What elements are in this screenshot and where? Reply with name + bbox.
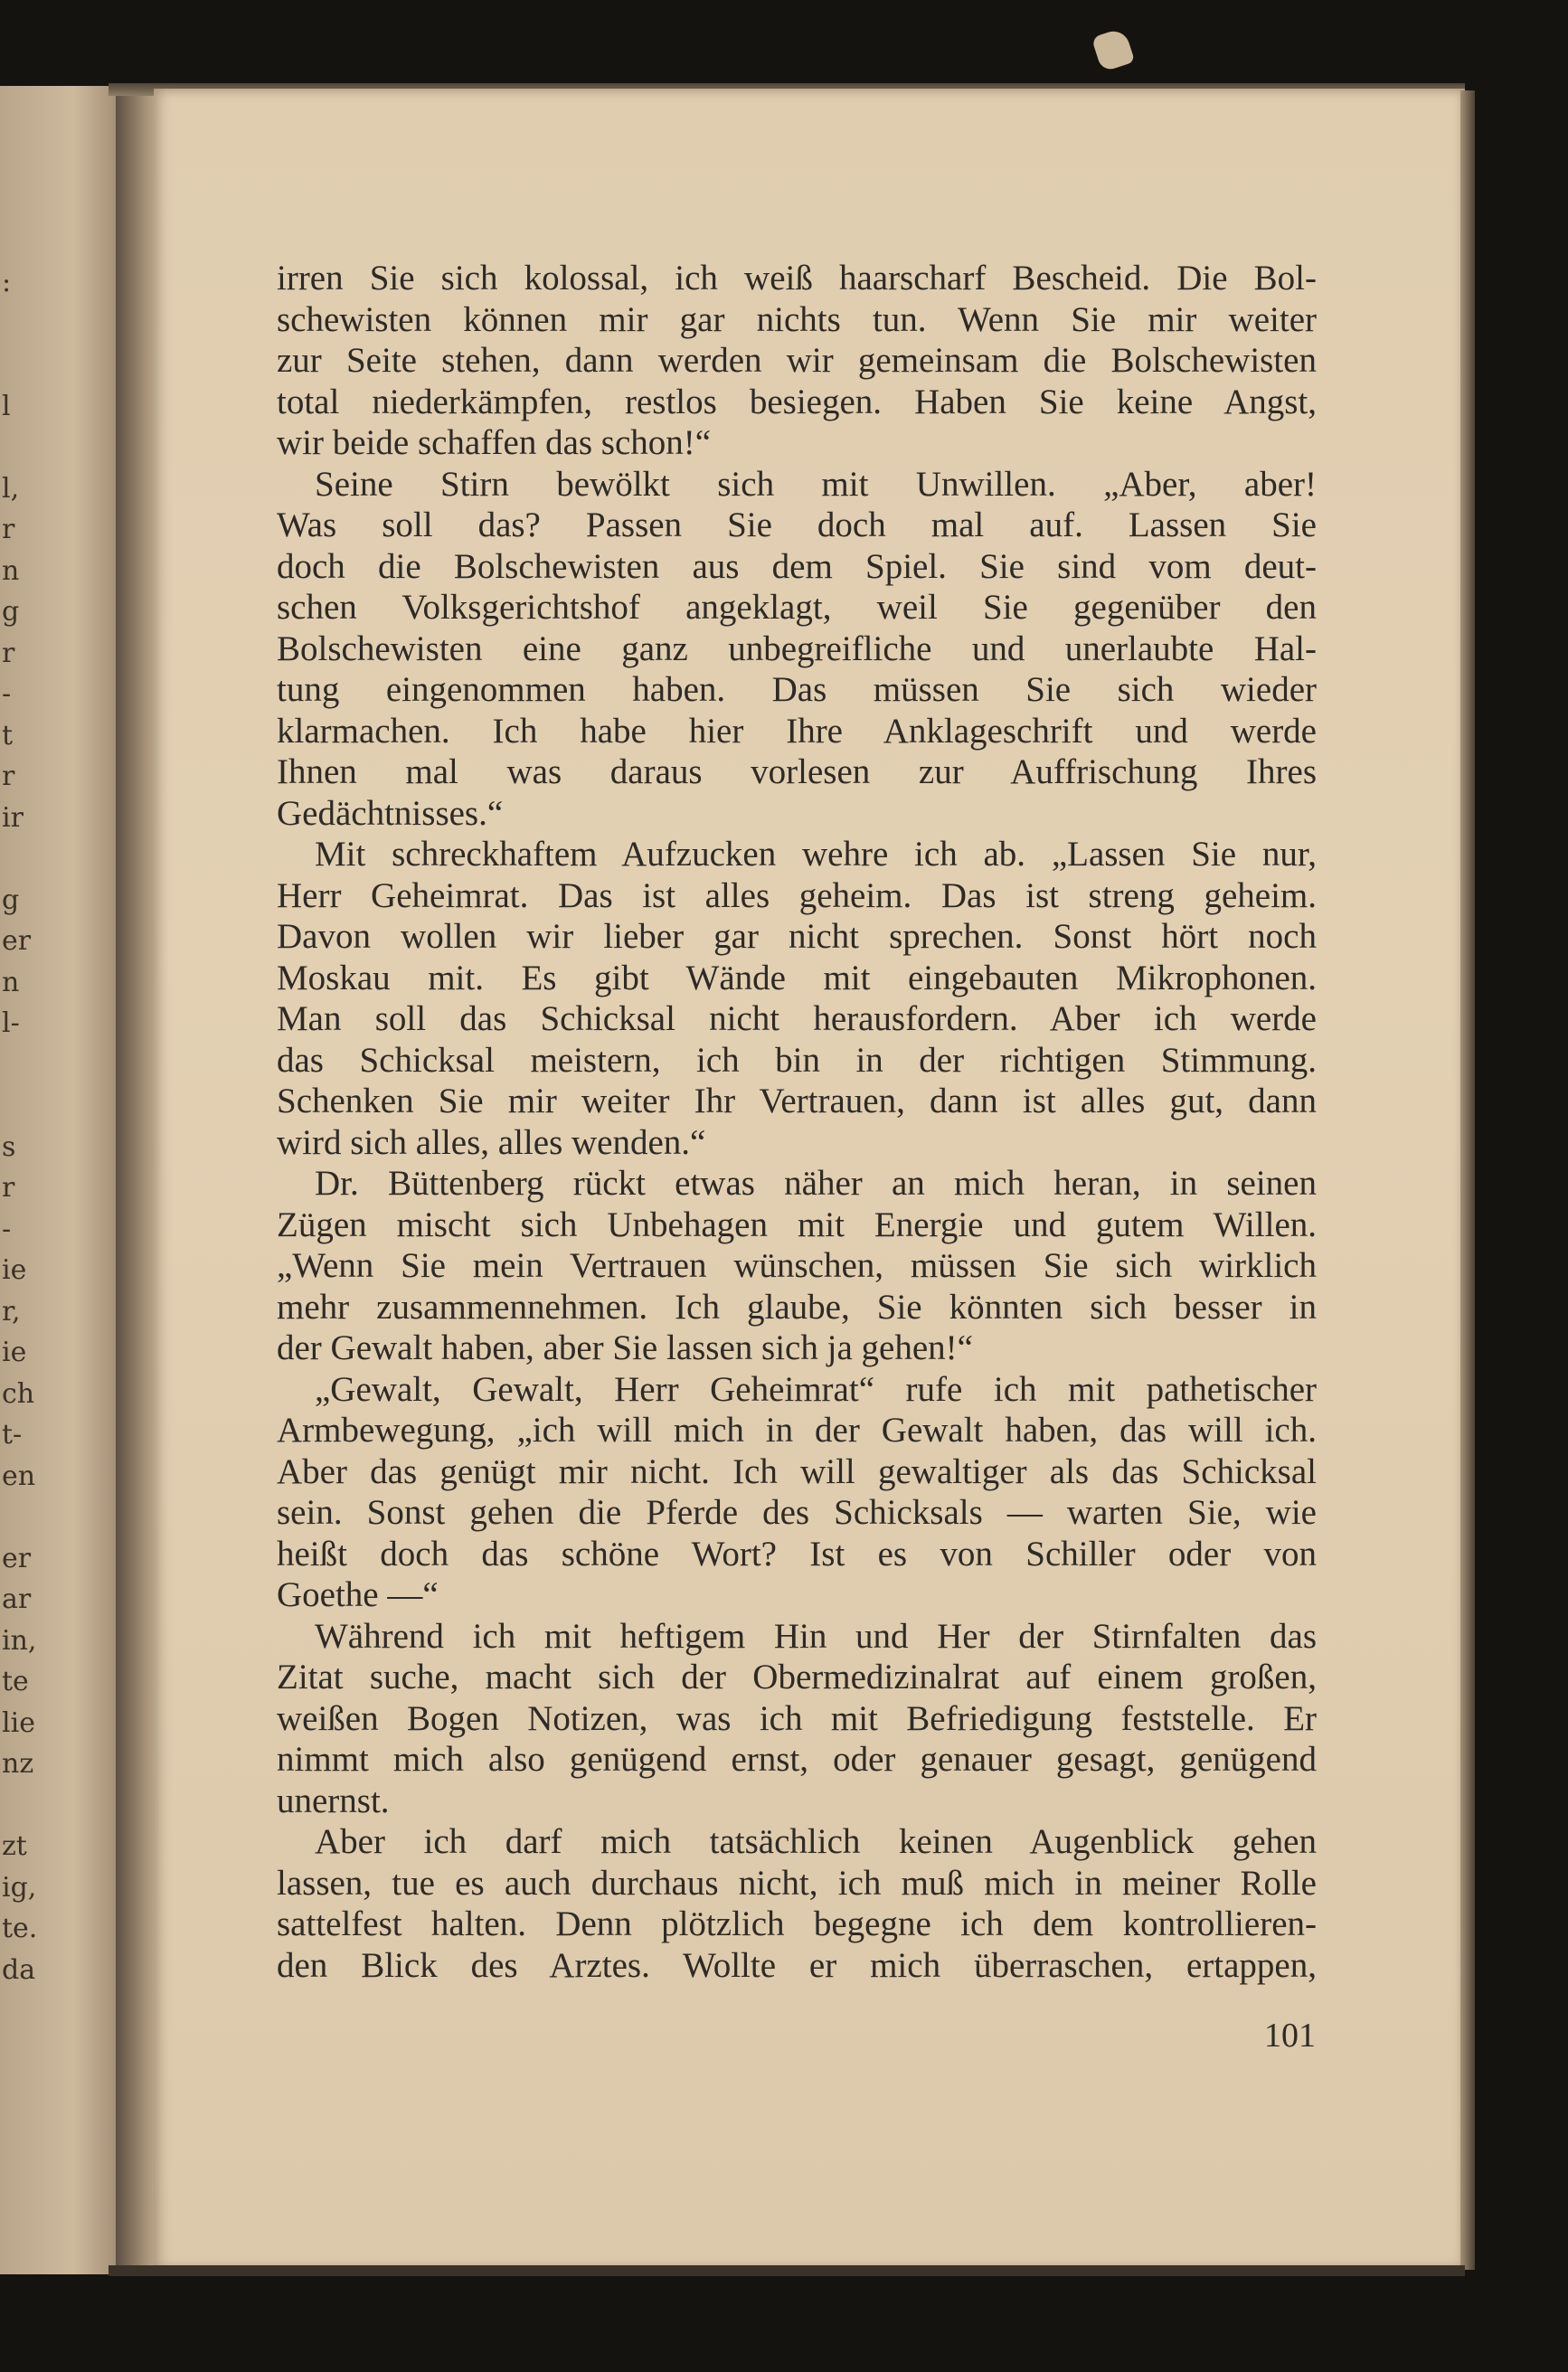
text-line: Während ich mit heftigem Hin und Her der Stirnfalten das (315, 1616, 1317, 1656)
text-line: Moskau mit. Es gibt Wände mit eingebauten Mikrophonen. (277, 958, 1317, 997)
text-line: zur Seite stehen, dann werden wir gemeinsam die Bolschewisten (277, 341, 1317, 380)
left-page-fragment: te. (2, 1913, 38, 1944)
left-page-fragment: er (2, 1542, 32, 1574)
text-line: Zitat suche, macht sich der Obermedizinalrat auf einem großen, (277, 1658, 1317, 1696)
page-number: 101 (1264, 2017, 1316, 2055)
left-page-fragment: nz (2, 1748, 34, 1780)
left-page-fragment: lie (2, 1706, 35, 1739)
left-page-fragment: : (2, 267, 12, 298)
text-line: Aber das genügt mir nicht. Ich will gewaltiger als das Schicksal (277, 1451, 1317, 1491)
page-right-edge (1460, 90, 1475, 2270)
left-page-fragment: er (2, 925, 32, 957)
left-page-fragment (2, 838, 29, 880)
text-line: Bolschewisten eine ganz unbegreifliche und unerlaubte Hal- (277, 628, 1317, 668)
text-line: Dr. Büttenberg rückt etwas näher an mich heran, in seinen (315, 1164, 1317, 1203)
text-line: Aber ich darf mich tatsächlich keinen Augenblick gehen (315, 1822, 1317, 1861)
text-line: sattelfest halten. Denn plötzlich begegne ich dem kontrollieren- (277, 1904, 1317, 1943)
left-page-fragment: l- (2, 1007, 20, 1039)
left-page-fragment: ie (2, 1337, 27, 1368)
left-page-fragment: ir (2, 801, 24, 834)
text-line: Zügen mischt sich Unbehagen mit Energie und gutem Willen. (277, 1205, 1317, 1244)
left-page-fragment: t (2, 719, 14, 751)
left-page-fragment: en (2, 1460, 36, 1492)
left-page-fragment: - (2, 678, 12, 710)
text-line: wird sich alles, alles wenden.“ (277, 1122, 706, 1162)
text-line: mehr zusammennehmen. Ich glaube, Sie könnten sich besser in (277, 1287, 1317, 1327)
page-bottom-edge (109, 2265, 1465, 2276)
left-page-fragment (2, 1785, 29, 1827)
text-line: heißt doch das schöne Wort? Ist es von Schiller oder von (277, 1534, 1317, 1573)
left-page-fragment: l (2, 390, 11, 422)
text-line: Seine Stirn bewölkt sich mit Unwillen. „Aber, aber! (315, 464, 1317, 504)
left-page-fragment: in, (2, 1624, 37, 1657)
left-page-fragment: g (2, 596, 20, 628)
left-page (0, 86, 134, 2274)
text-line: Herr Geheimrat. Das ist alles geheim. Das ist streng geheim. (277, 875, 1317, 915)
left-page-fragment: r (2, 761, 15, 792)
text-line: Mit schreckhaftem Aufzucken wehre ich ab. „Lassen Sie nur, (315, 835, 1317, 874)
left-page-fragment: r (2, 514, 15, 545)
left-page-fragment: ig, (2, 1871, 37, 1904)
text-line: Was soll das? Passen Sie doch mal auf. Lassen Sie (277, 506, 1317, 544)
text-line: Goethe —“ (277, 1575, 439, 1614)
text-line: irren Sie sich kolossal, ich weiß haarscharf Bescheid. Die Bol- (277, 259, 1317, 298)
text-line: „Wenn Sie mein Vertrauen wünschen, müssen Sie sich wirklich (277, 1246, 1317, 1285)
left-page-fragment: g (2, 884, 20, 916)
text-line: schewisten können mir gar nichts tun. Wenn Sie mir weiter (277, 299, 1317, 339)
left-page-fragment: n (2, 554, 20, 587)
page-body-text (277, 258, 1317, 1986)
text-line: weißen Bogen Notizen, was ich mit Befriedigung feststelle. Er (277, 1698, 1317, 1738)
text-line: schen Volksgerichtshof angeklagt, weil Sie gegenüber den (277, 588, 1317, 627)
text-line: klarmachen. Ich habe hier Ihre Anklageschrift und werde (277, 711, 1317, 751)
left-page-fragment (2, 427, 29, 468)
text-line: total niederkämpfen, restlos besiegen. Haben Sie keine Angst, (277, 382, 1317, 421)
text-line: wir beide schaffen das schon!“ (277, 423, 712, 462)
text-line: Ihnen mal was daraus vorlesen zur Auffrischung Ihres (277, 752, 1317, 791)
left-page-fragment (2, 304, 29, 345)
left-page-fragment: r (2, 637, 15, 669)
text-line: doch die Bolschewisten aus dem Spiel. Sie sind vom deut- (277, 546, 1317, 586)
left-page-fragment (2, 1085, 29, 1127)
left-page-fragment: zt (2, 1830, 27, 1862)
left-page-fragment (2, 1497, 29, 1538)
left-page-fragment: t- (2, 1419, 23, 1451)
text-line: Davon wollen wir lieber gar nicht sprechen. Sonst hört noch (277, 917, 1317, 956)
left-page-fragment: - (2, 1213, 12, 1245)
text-line: unernst. (277, 1781, 390, 1820)
text-line: Schenken Sie mir weiter Ihr Vertrauen, dann ist alles gut, dann (277, 1082, 1317, 1120)
left-page-fragment: da (2, 1953, 36, 1986)
left-page-fragment: s (2, 1130, 16, 1163)
left-page-fragment: te (2, 1666, 29, 1697)
left-page-fragment (2, 1044, 29, 1086)
left-page-fragment (2, 345, 29, 386)
text-line: Gedächtnisses.“ (277, 793, 504, 833)
left-page-fragment: n (2, 966, 20, 998)
text-line: der Gewalt haben, aber Sie lassen sich ja gehen!“ (277, 1328, 973, 1367)
left-page-fragment: l, (2, 472, 20, 505)
text-line: das Schicksal meistern, ich bin in der richtigen Stimmung. (277, 1040, 1317, 1080)
paper-tear-mark (1091, 27, 1136, 72)
text-line: nimmt mich also genügend ernst, oder genauer gesagt, genügend (277, 1740, 1317, 1779)
left-page-fragment: ch (2, 1377, 35, 1410)
text-line: Armbewegung, „ich will mich in der Gewalt haben, das will ich. (277, 1411, 1317, 1450)
text-line: sein. Sonst gehen die Pferde des Schicksals — warten Sie, wie (277, 1493, 1317, 1532)
text-line: „Gewalt, Gewalt, Herr Geheimrat“ rufe ich mit pathetischer (315, 1369, 1317, 1409)
left-page-fragment: r (2, 1172, 15, 1204)
left-page-fragment: r, (2, 1295, 21, 1328)
text-line: Man soll das Schicksal nicht herausfordern. Aber ich werde (277, 999, 1317, 1038)
left-page-text-fragments (2, 262, 38, 1990)
text-line: den Blick des Arztes. Wollte er mich überraschen, ertappen, (277, 1945, 1317, 1985)
left-page-fragment: ar (2, 1583, 32, 1615)
text-line: tung eingenommen haben. Das müssen Sie sich wieder (277, 670, 1317, 709)
left-page-fragment: ie (2, 1254, 27, 1286)
text-line: lassen, tue es auch durchaus nicht, ich muß mich in meiner Rolle (277, 1863, 1317, 1903)
